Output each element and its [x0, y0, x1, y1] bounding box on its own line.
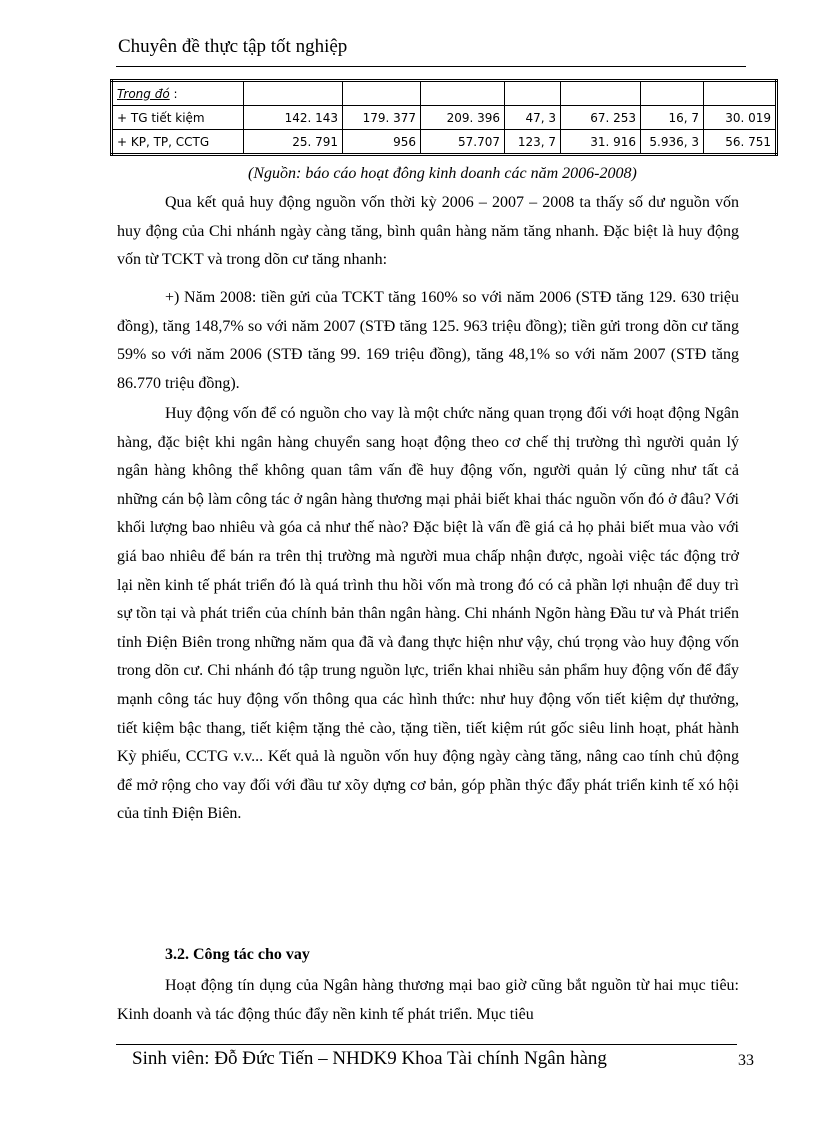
table-cell: 16, 7: [641, 106, 704, 130]
table-cell: [561, 81, 641, 106]
table-row: [112, 106, 777, 130]
table-cell: [343, 81, 421, 106]
header-rule: [116, 66, 746, 67]
row-label: + TG tiết kiệm: [112, 106, 244, 130]
table-cell: 209. 396: [421, 106, 505, 130]
table-cell: [641, 81, 704, 106]
table-cell: 123, 7: [505, 130, 561, 155]
table-cell: 67. 253: [561, 106, 641, 130]
row-label: + KP, TP, CCTG: [112, 130, 244, 155]
table-row: [112, 81, 777, 106]
table-cell: 5.936, 3: [641, 130, 704, 155]
row-label: Trong đó: [117, 86, 170, 101]
row-label-suffix: :: [169, 86, 178, 101]
table-cell: [421, 81, 505, 106]
table-cell: 142. 143: [244, 106, 343, 130]
table-cell: 30. 019: [704, 106, 777, 130]
table-cell: [244, 81, 343, 106]
table-source-note: (Nguồn: báo cáo hoạt đông kinh doanh các năm 2006-2008): [248, 165, 637, 182]
data-table: [110, 79, 778, 156]
table-cell: [704, 81, 777, 106]
paragraph-2008: +) Năm 2008: tiền gửi của TCKT tăng 160% so với năm 2006 (STĐ tăng 129. 630 triệu đồng), tăng 148,7% so với năm 2007 (STĐ tăng 125. 963 triệu đồng); tiền gửi trong dõn cư tăng 59% so với năm 2006 (STĐ tăng 99. 169 triệu đồng), tăng 48,1% so với năm 2007 (STĐ tăng 86.770 triệu đồng).: [117, 289, 739, 392]
table-cell: 47, 3: [505, 106, 561, 130]
table-cell: 31. 916: [561, 130, 641, 155]
table-cell: 25. 791: [244, 130, 343, 155]
footer-rule: [116, 1044, 737, 1045]
paragraph-mobilization: Huy động vốn để có nguồn cho vay là một chức năng quan trọng đối với hoạt động Ngân hàng, đặc biệt khi ngân hàng chuyển sang hoạt động theo cơ chế thị trường thì người quản lý ngân hàng không thể không quan tâm vấn đề huy động vốn, người quản lý cũng như tất cả những cán bộ làm công tác ở ngân hàng thương mại phải biết khai thác nguồn vốn đó ở đâu? Với khối lượng bao nhiêu và góa cả như thế nào? Đặc biệt là vấn đề giá cả họ phải biết mua vào với giá bao nhiêu để bán ra trên thị trường mà người mua chấp nhận được, ngoài việc tác động trở lại nền kinh tế phát triển đó là quá trình thu hồi vốn mà trong đó có cả phần lợi nhuận để duy trì sự tồn tại và phát triển của chính bản thân ngân hàng. Chi nhánh Ngõn hàng Đầu tư và Phát triển tỉnh Điện Biên trong những năm qua đã và đang thực hiện như vậy, chú trọng vào huy động vốn trong dõn cư. Chi nhánh đó tập trung nguồn lực, triển khai nhiều sản phẩm huy động vốn để đẩy mạnh công tác huy động vốn thông qua các hình thức: như huy động vốn tiết kiệm dự thưởng, tiết kiệm bậc thang, tiết kiệm tặng thẻ cào, tặng tiền, tiết kiệm rút gốc siêu linh hoạt, phát hành Kỳ phiếu, CCTG v.v... Kết quả là nguồn vốn huy động ngày càng tăng, nâng cao tính chủ động để mở rộng cho vay đối với đầu tư xõy dựng cơ bản, góp phần thýc đẩy phát triển kinh tế xó hội của tỉnh Điện Biên.: [117, 405, 739, 823]
table-cell: [505, 81, 561, 106]
table-cell: 56. 751: [704, 130, 777, 155]
table-cell: 956: [343, 130, 421, 155]
table-cell: 179. 377: [343, 106, 421, 130]
header-title: Chuyên đề thực tập tốt nghiệp: [118, 36, 348, 57]
section-heading: 3.2. Công tác cho vay: [165, 946, 310, 963]
table-cell: 57.707: [421, 130, 505, 155]
page-number: 33: [738, 1052, 754, 1069]
table-cell: [112, 81, 244, 106]
table-row: [112, 130, 777, 155]
paragraph-summary: Qua kết quả huy động nguồn vốn thời kỳ 2006 – 2007 – 2008 ta thấy số dư nguồn vốn huy động của Chi nhánh ngày càng tăng, bình quân hàng năm tăng nhanh. Đặc biệt là huy động vốn từ TCKT và trong dõn cư tăng nhanh:: [117, 194, 739, 269]
footer-text: Sinh viên: Đỗ Đức Tiến – NHDK9 Khoa Tài chính Ngân hàng: [132, 1048, 607, 1069]
paragraph-lending: Hoạt động tín dụng của Ngân hàng thương mại bao giờ cũng bắt nguồn từ hai mục tiêu: Kinh doanh và tác động thúc đẩy nền kinh tế phát triển. Mục tiêu: [117, 977, 739, 1023]
